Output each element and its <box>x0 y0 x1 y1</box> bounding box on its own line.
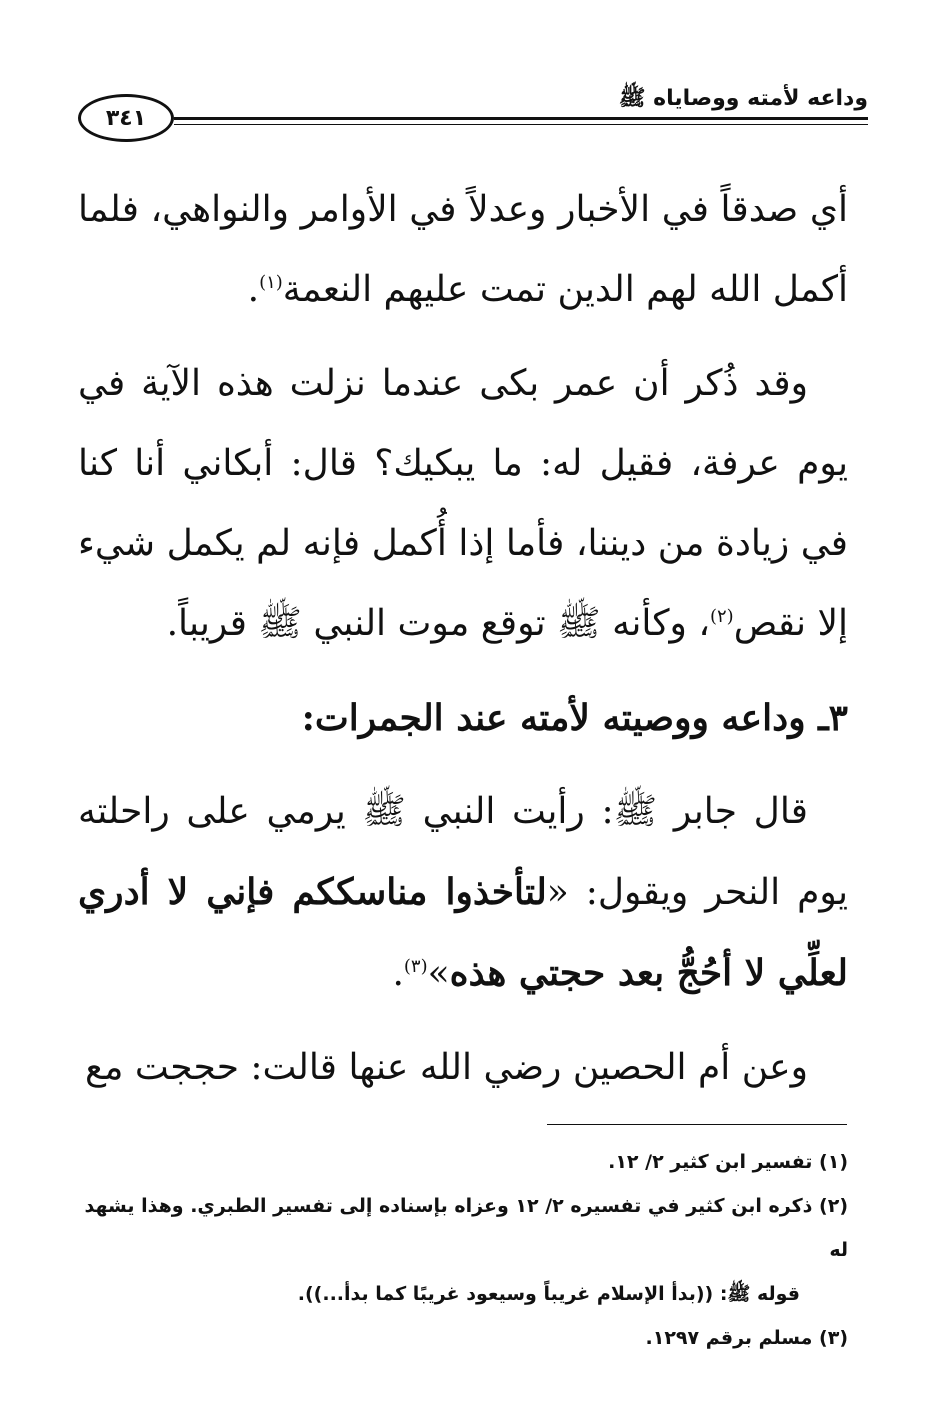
section-heading: ٣ـ وداعه ووصيته لأمته عند الجمرات: <box>301 697 848 739</box>
footnote-separator <box>547 1124 847 1125</box>
footnote-marker-1: (١) <box>259 272 283 293</box>
hadith-quote: لتأخذوا مناسككم فإني لا أدري لعلِّي لا أحُجُّ بعد حجتي هذه <box>78 871 848 994</box>
footnotes <box>78 1140 848 1360</box>
paragraph-1: أي صدقاً في الأخبار وعدلاً في الأوامر والنواهي، فلما أكمل الله لهم الدين تمت عليهم النعمة$^{(١)}$. <box>78 189 848 310</box>
footnote-marker-2: (٢) <box>709 606 734 627</box>
footnote-2: (٢) ذكره ابن كثير في تفسيره ٢/ ١٢ وعزاه بإسناده إلى تفسير الطبري. وهذا يشهد له <box>84 1195 848 1261</box>
footnote-3: (٣) مسلم برقم ١٢٩٧. <box>645 1327 848 1349</box>
running-title: وداعه لأمته ووصاياه ﷺ <box>618 86 868 111</box>
footnote-marker-3: (٣) <box>403 956 428 977</box>
header-rule-thin <box>174 124 868 125</box>
footnote-2-continuation: قوله ﷺ: ((بدأ الإسلام غريباً وسيعود غريبًا كما بدأ...)). <box>297 1283 800 1305</box>
footnote-1: (١) تفسير ابن كثير ٢/ ١٢. <box>608 1151 848 1173</box>
header-rule-thick <box>174 117 868 120</box>
paragraph-3: قال جابر ﷺ: رأيت النبي ﷺ يرمي على راحلته يوم النحر ويقول: «لتأخذوا مناسككم فإني لا أدري لعلِّي لا أحُجُّ بعد حجتي هذه»$^{(٣)}$. <box>78 791 848 994</box>
paragraph-4: وعن أم الحصين رضي الله عنها قالت: حججت مع <box>84 1047 808 1088</box>
page-header <box>78 74 868 146</box>
page-number: ٣٤١ <box>78 94 174 142</box>
paragraph-2: وقد ذُكر أن عمر بكى عندما نزلت هذه الآية في يوم عرفة، فقيل له: ما يبكيك؟ قال: أبكاني أنا كنا في زيادة من ديننا، فأما إذا أُكمل فإنه لم يكمل شيء إلا نقص$^{(٢)}$، وكأنه ﷺ توقع موت النبي ﷺ قريباً. <box>78 363 848 644</box>
main-text <box>78 170 848 1108</box>
